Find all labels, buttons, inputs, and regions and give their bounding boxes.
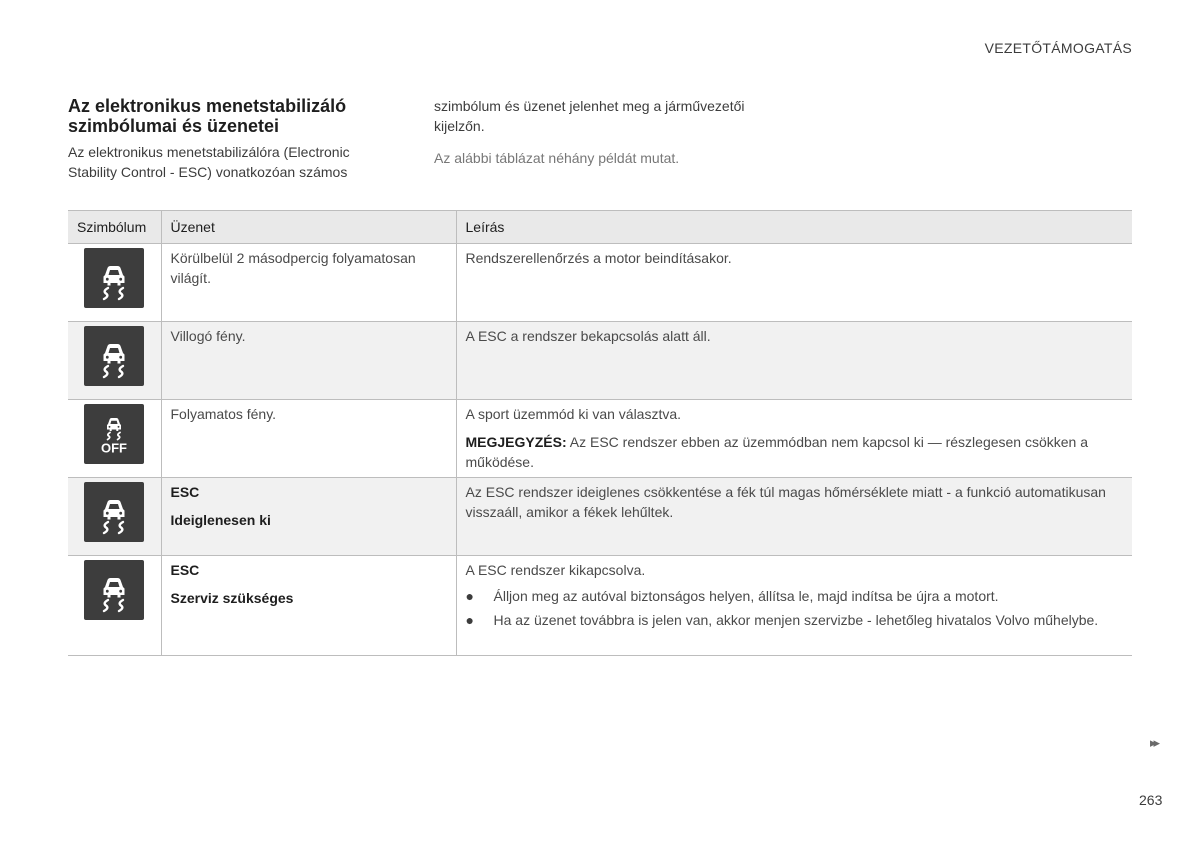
message-cell (161, 478, 456, 556)
symbol-cell (68, 400, 161, 478)
description-cell: A ESC a rendszer bekapcsolás alatt áll. (456, 322, 1132, 400)
column-header-description: Leírás (456, 211, 1132, 244)
title-line-2: szimbólumai és üzenetei (68, 116, 280, 136)
symbol-cell (68, 478, 161, 556)
description-note (466, 432, 1124, 472)
intro-table-note: Az alábbi táblázat néhány példát mutat. (434, 150, 680, 166)
message-cell: Villogó fény. (161, 322, 456, 400)
intro-right-column (434, 96, 764, 168)
message-subtitle: Szerviz szükséges (170, 590, 294, 606)
message-subtitle: Ideiglenesen ki (170, 512, 271, 528)
list-item (466, 610, 1124, 630)
esc-skid-icon (84, 248, 144, 308)
page-title (68, 96, 388, 136)
esc-skid-icon (84, 482, 144, 542)
message-title: ESC (170, 484, 200, 500)
note-label: MEGJEGYZÉS: (465, 434, 567, 450)
esc-symbol-table (68, 210, 1132, 656)
table-row (68, 244, 1132, 322)
esc-skid-icon (84, 326, 144, 386)
list-item (466, 586, 1124, 606)
symbol-cell (68, 244, 161, 322)
esc-off-icon (84, 404, 144, 464)
note-text: Az ESC rendszer ebben az üzemmódban nem kapcsol ki — részlegesen csökken a működése. (465, 434, 1089, 470)
column-header-message: Üzenet (161, 211, 456, 244)
symbol-cell (68, 322, 161, 400)
instruction-list (466, 586, 1124, 630)
intro-left-column (68, 96, 388, 182)
title-line-1: Az elektronikus menetstabilizáló (68, 96, 347, 116)
message-cell (161, 556, 456, 656)
description-cell: Az ESC rendszer ideiglenes csökkentése a fék túl magas hőmérséklete miatt - a funkció automatikusan visszaáll, amikor a fékek lehűltek. (456, 478, 1132, 556)
bullet-icon: ● (465, 588, 474, 604)
description-cell (456, 400, 1132, 478)
table-row (68, 478, 1132, 556)
table-row (68, 556, 1132, 656)
bullet-icon: ● (465, 612, 474, 628)
list-item-text: Ha az üzenet továbbra is jelen van, akkor menjen szervizbe - lehetőleg hivatalos Volvo műhelybe. (493, 612, 1099, 628)
description-cell (456, 556, 1132, 656)
table-header-row (68, 211, 1132, 244)
section-title: VEZETŐTÁMOGATÁS (984, 40, 1132, 56)
column-header-symbol: Szimbólum (68, 211, 161, 244)
description-cell: Rendszerellenőrzés a motor beindításakor. (456, 244, 1132, 322)
message-cell: Folyamatos fény. (161, 400, 456, 478)
intro-text-left: Az elektronikus menetstabilizálóra (Electronic Stability Control - ESC) vonatkozóan számos (68, 144, 350, 180)
message-title: ESC (170, 562, 200, 578)
intro-text-right: szimbólum és üzenet jelenhet meg a járművezetői kijelzőn. (434, 98, 745, 134)
description-text: A sport üzemmód ki van választva. (465, 406, 682, 422)
description-text: A ESC rendszer kikapcsolva. (465, 562, 646, 578)
esc-skid-icon (84, 560, 144, 620)
list-item-text: Álljon meg az autóval biztonságos helyen, állítsa le, majd indítsa be újra a motort. (493, 588, 999, 604)
table-row (68, 322, 1132, 400)
table-row (68, 400, 1132, 478)
continue-arrow-icon: ▸▸ (1150, 735, 1158, 750)
off-icon-label: OFF (100, 440, 127, 456)
symbol-cell (68, 556, 161, 656)
message-cell: Körülbelül 2 másodpercig folyamatosan világít. (161, 244, 456, 322)
page-number: 263 (1139, 792, 1163, 808)
